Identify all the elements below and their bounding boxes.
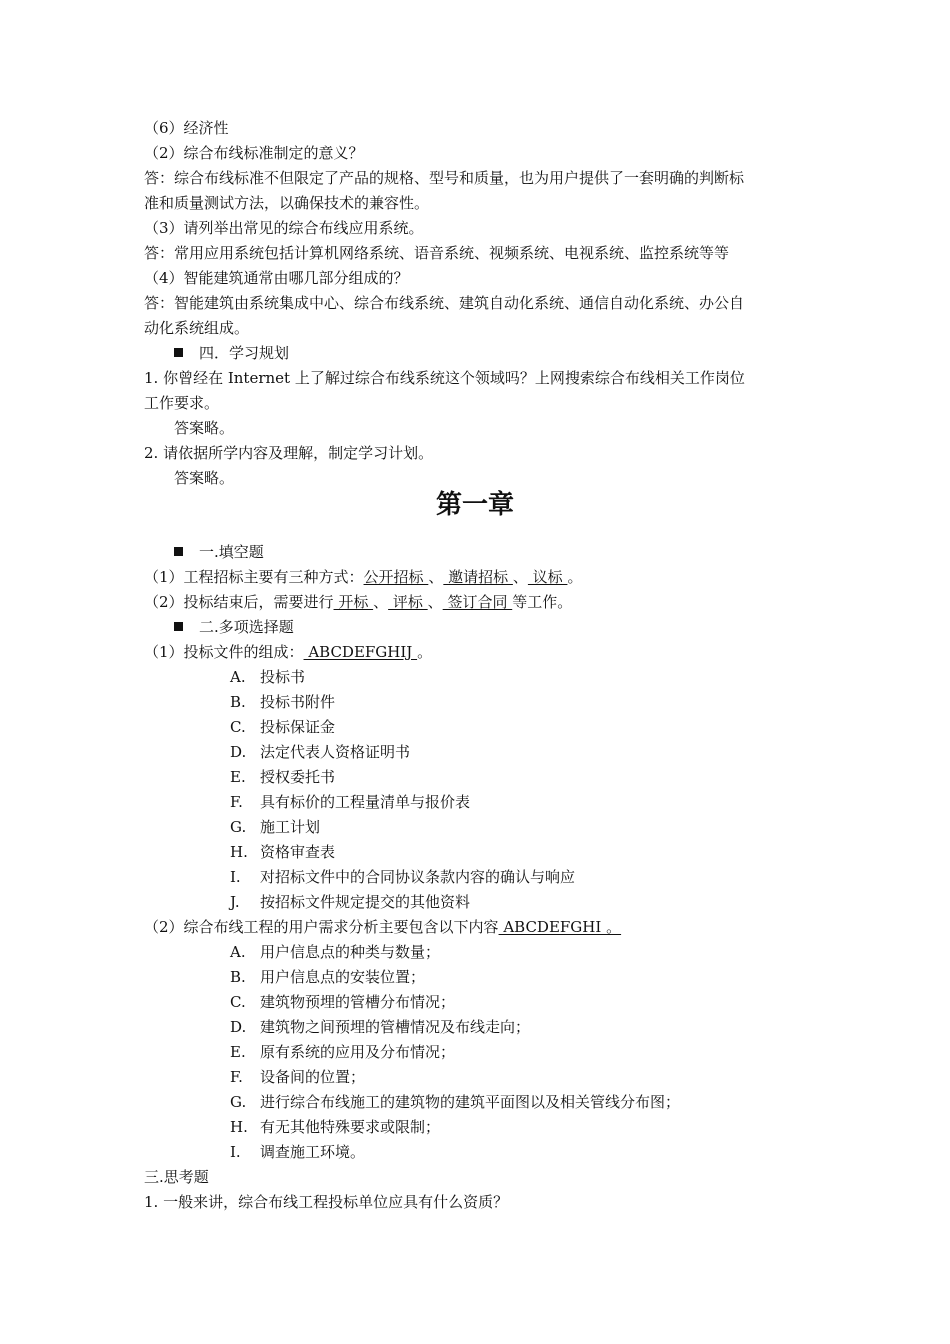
- answer-blank: ABCDEFGHI 。: [498, 918, 622, 936]
- question-line: 1. 你曾经在 Internet 上了解过综合布线系统这个领域吗？上网搜索综合布线相关工作岗位: [144, 369, 745, 387]
- option-item: [230, 967, 425, 987]
- option-text: 施工计划: [260, 818, 321, 836]
- option-item: [230, 992, 455, 1012]
- option-item: [230, 667, 305, 687]
- question-line: （2）综合布线标准制定的意义？: [144, 144, 364, 162]
- option-item: [230, 1117, 440, 1137]
- option-item: [230, 1042, 455, 1062]
- option-text: 建筑物预埋的管槽分布情况；: [260, 993, 456, 1011]
- section-heading: [174, 343, 289, 363]
- option-text: 原有系统的应用及分布情况；: [260, 1043, 456, 1061]
- answer-blank: 邀请招标: [443, 568, 513, 586]
- option-letter: D.: [230, 1018, 247, 1036]
- option-text: 投标书附件: [260, 693, 336, 711]
- separator: 、: [428, 568, 444, 586]
- option-text: 用户信息点的种类与数量；: [260, 943, 441, 961]
- answer-line: 答案略。: [174, 469, 235, 487]
- answer-line: 动化系统组成。: [144, 319, 250, 337]
- option-item: [230, 1067, 365, 1087]
- heading-text: 一.填空题: [199, 543, 264, 561]
- separator: 、: [427, 593, 443, 611]
- option-letter: I.: [230, 1143, 241, 1161]
- question-line: （4）智能建筑通常由哪几部分组成的？: [144, 269, 409, 287]
- option-item: [230, 1092, 680, 1112]
- answer-blank: 签订合同: [442, 593, 513, 611]
- option-item: [230, 767, 335, 787]
- choice-question-1: [144, 642, 432, 662]
- option-letter: C.: [230, 718, 246, 736]
- option-item: [230, 842, 335, 862]
- chapter-title: 第一章: [435, 490, 514, 520]
- answer-line: 答案略。: [174, 419, 235, 437]
- square-bullet-icon: [174, 348, 183, 357]
- option-letter: I.: [230, 868, 241, 886]
- option-letter: G.: [230, 818, 247, 836]
- option-letter: H.: [230, 843, 248, 861]
- option-item: [230, 892, 470, 912]
- square-bullet-icon: [174, 622, 183, 631]
- heading-text: 四．学习规划: [199, 344, 290, 362]
- section-heading: [174, 617, 294, 637]
- answer-line: 答：综合布线标准不但限定了产品的规格、型号和质量，也为用户提供了一套明确的判断标: [144, 169, 745, 187]
- option-item: [230, 867, 575, 887]
- option-text: 法定代表人资格证明书: [260, 743, 411, 761]
- section-heading: 三.思考题: [144, 1168, 209, 1186]
- option-letter: A.: [230, 943, 246, 961]
- option-text: 对招标文件中的合同协议条款内容的确认与响应: [260, 868, 576, 886]
- option-letter: F.: [230, 1068, 243, 1086]
- choice-question-2: [144, 917, 621, 937]
- end-mark: 等工作。: [512, 593, 573, 611]
- option-letter: D.: [230, 743, 247, 761]
- text-line: （6）经济性: [144, 119, 229, 137]
- question-text: （2）投标结束后，需要进行: [144, 593, 334, 611]
- answer-blank: 评标: [388, 593, 428, 611]
- option-item: [230, 942, 440, 962]
- answer-blank: 议标: [527, 568, 568, 586]
- option-text: 用户信息点的安装位置；: [260, 968, 426, 986]
- answer-blank: 公开招标: [363, 568, 429, 586]
- answer-line: 准和质量测试方法，以确保技术的兼容性。: [144, 194, 430, 212]
- option-text: 按招标文件规定提交的其他资料: [260, 893, 471, 911]
- end-mark: 。: [567, 568, 583, 586]
- question-line: 工作要求。: [144, 394, 220, 412]
- option-text: 建筑物之间预埋的管槽情况及布线走向；: [260, 1018, 531, 1036]
- option-text: 资格审查表: [260, 843, 336, 861]
- option-letter: A.: [230, 668, 246, 686]
- option-text: 投标保证金: [260, 718, 336, 736]
- option-text: 调查施工环境。: [260, 1143, 366, 1161]
- option-item: [230, 1142, 365, 1162]
- option-item: [230, 692, 335, 712]
- option-item: [230, 817, 320, 837]
- option-letter: J.: [230, 893, 240, 911]
- question-line: （3）请列举出常见的综合布线应用系统。: [144, 219, 424, 237]
- question-text: （1）投标文件的组成：: [144, 643, 304, 661]
- option-letter: E.: [230, 1043, 246, 1061]
- square-bullet-icon: [174, 547, 183, 556]
- question-line: 1. 一般来讲，综合布线工程投标单位应具有什么资质？: [144, 1193, 509, 1211]
- separator: 、: [512, 568, 528, 586]
- question-text: （2）综合布线工程的用户需求分析主要包含以下内容: [144, 918, 499, 936]
- answer-line: 答：常用应用系统包括计算机网络系统、语音系统、视频系统、电视系统、监控系统等等: [144, 244, 730, 262]
- fill-question-2: [144, 592, 572, 612]
- answer-blank: 开标: [333, 593, 374, 611]
- option-letter: H.: [230, 1118, 248, 1136]
- end-mark: 。: [417, 643, 433, 661]
- option-item: [230, 717, 335, 737]
- question-text: （1）工程招标主要有三种方式：: [144, 568, 364, 586]
- option-item: [230, 792, 470, 812]
- answer-line: 答：智能建筑由系统集成中心、综合布线系统、建筑自动化系统、通信自动化系统、办公自: [144, 294, 745, 312]
- option-text: 授权委托书: [260, 768, 336, 786]
- option-text: 设备间的位置；: [260, 1068, 366, 1086]
- heading-text: 二.多项选择题: [199, 618, 294, 636]
- option-item: [230, 742, 410, 762]
- option-letter: B.: [230, 968, 246, 986]
- fill-question-1: [144, 567, 582, 587]
- separator: 、: [373, 593, 389, 611]
- section-heading: [174, 542, 264, 562]
- option-letter: B.: [230, 693, 246, 711]
- option-text: 投标书: [260, 668, 306, 686]
- option-letter: G.: [230, 1093, 247, 1111]
- answer-blank: ABCDEFGHIJ: [303, 643, 418, 661]
- option-item: [230, 1017, 530, 1037]
- question-line: 2. 请依据所学内容及理解，制定学习计划。: [144, 444, 434, 462]
- option-text: 进行综合布线施工的建筑物的建筑平面图以及相关管线分布图；: [260, 1093, 681, 1111]
- option-letter: C.: [230, 993, 246, 1011]
- option-text: 有无其他特殊要求或限制；: [260, 1118, 441, 1136]
- option-letter: F.: [230, 793, 243, 811]
- option-letter: E.: [230, 768, 246, 786]
- option-text: 具有标价的工程量清单与报价表: [260, 793, 471, 811]
